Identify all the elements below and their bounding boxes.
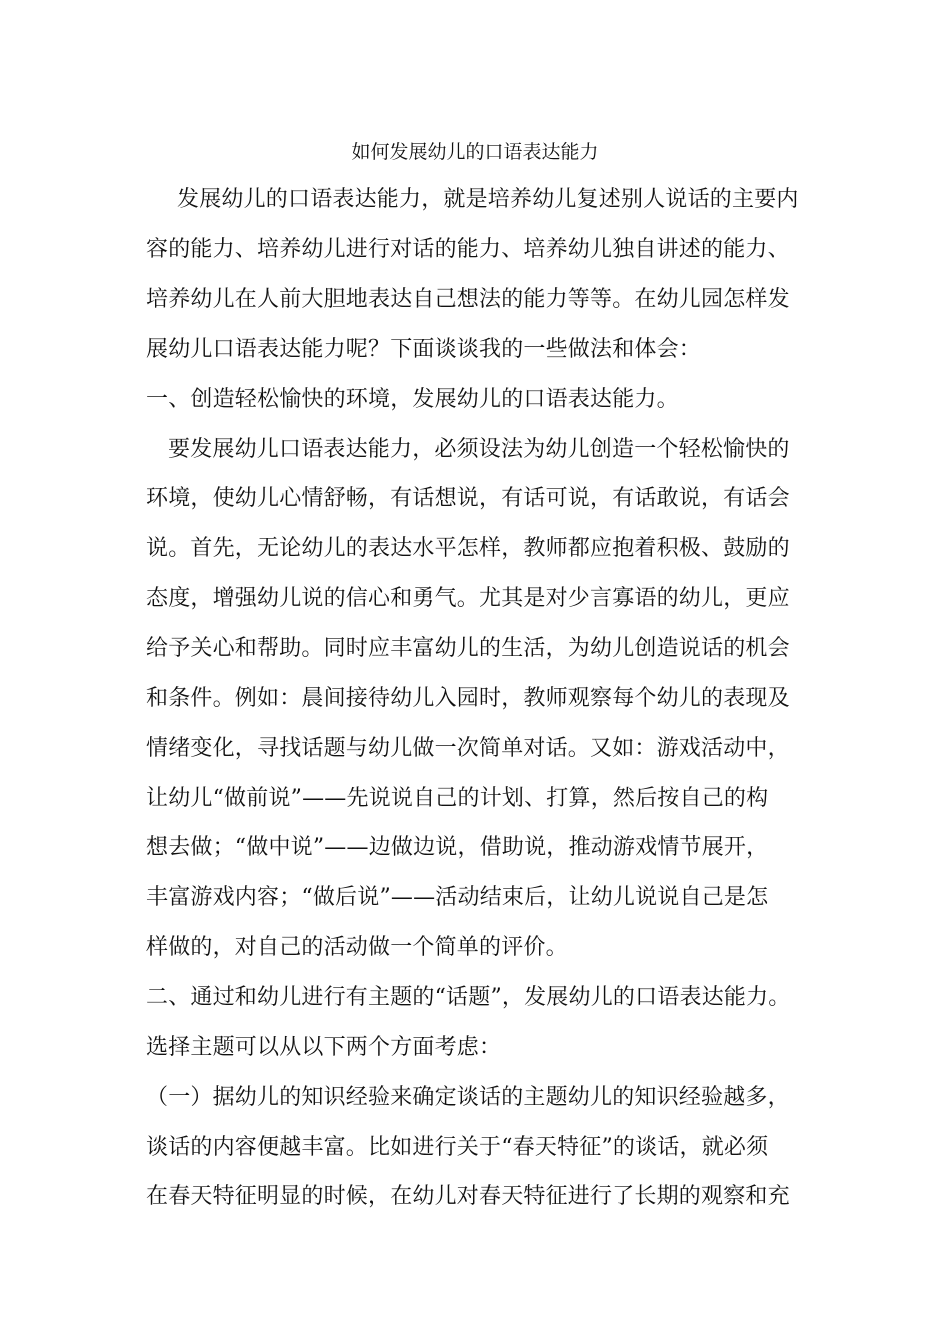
paragraph-line: 在春天特征明显的时候，在幼儿对春天特征进行了长期的观察和充 — [146, 1184, 790, 1209]
paragraph-line: 样做的，对自己的活动做一个简单的评价。 — [146, 935, 568, 960]
document-title: 如何发展幼儿的口语表达能力 — [351, 141, 599, 163]
paragraph-line: 谈话的内容便越丰富。比如进行关于“春天特征”的谈话，就必须 — [146, 1135, 769, 1160]
paragraph-line: 展幼儿口语表达能力呢？下面谈谈我的一些做法和体会： — [146, 337, 702, 362]
paragraph-line: 和条件。例如：晨间接待幼儿入园时，教师观察每个幼儿的表现及 — [146, 686, 790, 711]
paragraph-line: 容的能力、培养幼儿进行对话的能力、培养幼儿独自讲述的能力、 — [146, 237, 790, 262]
paragraph-line: 选择主题可以从以下两个方面考虑： — [146, 1035, 502, 1060]
paragraph-line: 说。首先，无论幼儿的表达水平怎样，教师都应抱着积极、鼓励的 — [146, 536, 790, 561]
paragraph-line: 情绪变化，寻找话题与幼儿做一次简单对话。又如：游戏活动中， — [146, 736, 790, 761]
paragraph-line: 态度，增强幼儿说的信心和勇气。尤其是对少言寡语的幼儿，更应 — [146, 586, 790, 611]
paragraph-line: 想去做；“做中说”——边做边说，借助说，推动游戏情节展开， — [146, 835, 769, 860]
paragraph-line: 发展幼儿的口语表达能力，就是培养幼儿复述别人说话的主要内 — [177, 187, 799, 212]
paragraph-line: 让幼儿“做前说”——先说说自己的计划、打算，然后按自己的构 — [146, 786, 769, 811]
section-heading: 二、通过和幼儿进行有主题的“话题”，发展幼儿的口语表达能力。 — [146, 985, 791, 1010]
subsection-line: （一）据幼儿的知识经验来确定谈话的主题幼儿的知识经验越多， — [146, 1085, 790, 1110]
paragraph-line: 环境，使幼儿心情舒畅，有话想说，有话可说，有话敢说，有话会 — [146, 486, 790, 511]
paragraph-line: 给予关心和帮助。同时应丰富幼儿的生活，为幼儿创造说话的机会 — [146, 636, 790, 661]
paragraph-line: 培养幼儿在人前大胆地表达自己想法的能力等等。在幼儿园怎样发 — [146, 287, 790, 312]
paragraph-line: 要发展幼儿口语表达能力，必须设法为幼儿创造一个轻松愉快的 — [168, 437, 790, 462]
section-heading: 一、创造轻松愉快的环境，发展幼儿的口语表达能力。 — [146, 387, 679, 412]
paragraph-line: 丰富游戏内容；“做后说”——活动结束后，让幼儿说说自己是怎 — [146, 885, 769, 910]
